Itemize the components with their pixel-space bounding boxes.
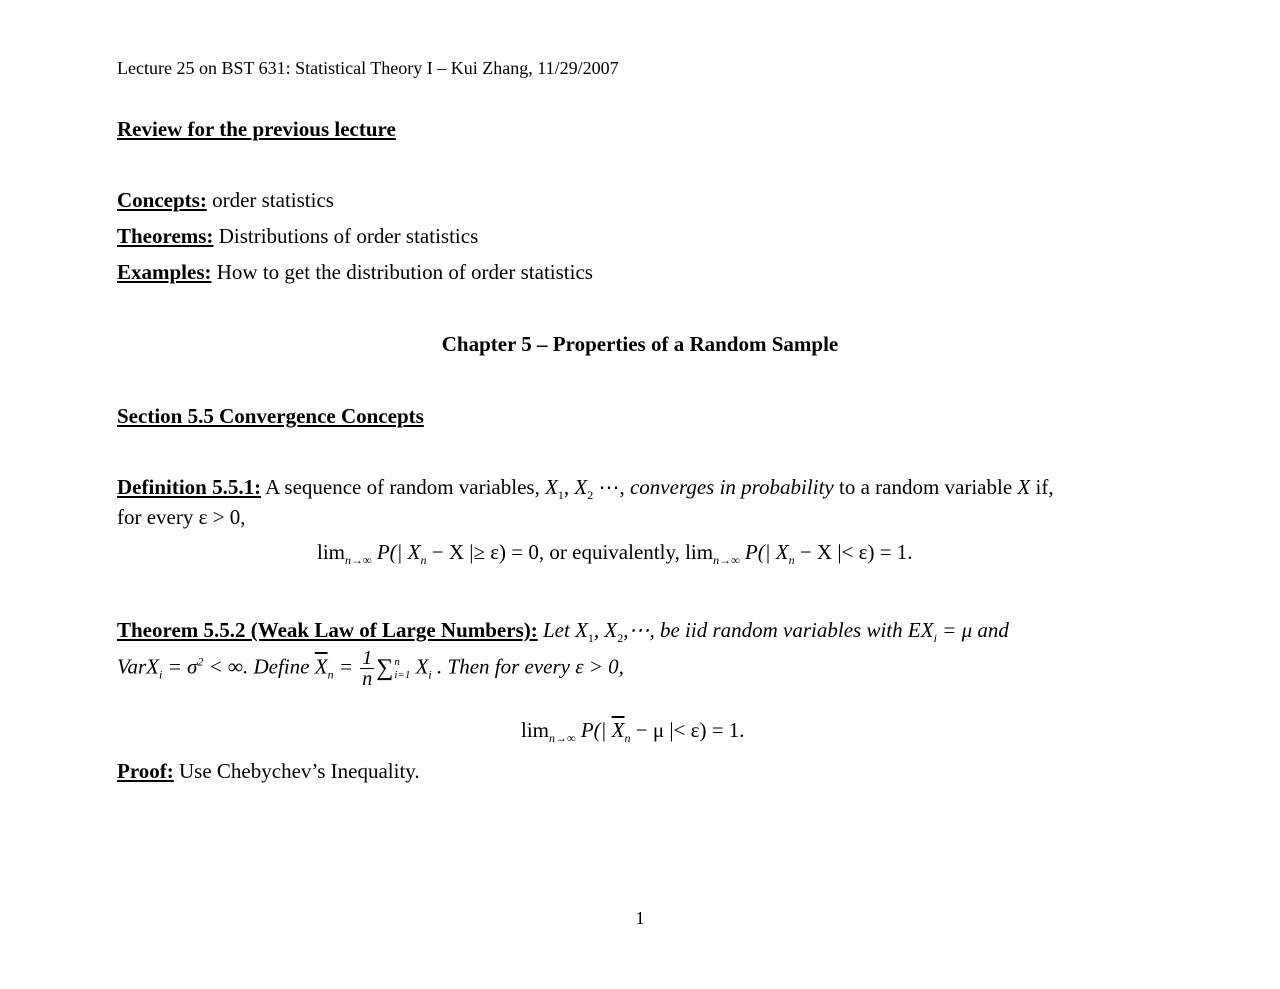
eq1-n: n	[420, 553, 427, 568]
definition-line-1	[117, 475, 1054, 503]
section-title: Section 5.5 Convergence Concepts	[117, 404, 424, 428]
theorem-mid-1: , X	[593, 618, 618, 642]
var-sub-i: i	[159, 667, 163, 682]
wlln-lim-sub: n→∞	[549, 731, 576, 746]
theorem-then: . Then for every ε > 0,	[431, 654, 624, 679]
wlln-xbar-sub: n	[624, 731, 631, 746]
lim-2: lim	[685, 540, 714, 564]
examples-text: How to get the distribution of order statistics	[211, 260, 593, 284]
sum-bottom: i=1	[394, 668, 411, 681]
eq1-tail: − X |≥ ε) = 0	[426, 540, 539, 564]
examples-line	[117, 260, 593, 285]
wlln-xbar: $\overline{X}$	[611, 718, 625, 742]
fraction-numerator: 1	[362, 647, 373, 669]
seq-sep: ,	[563, 475, 575, 499]
theorem-sub-2: 2	[617, 631, 624, 646]
var-post: = σ	[162, 654, 198, 679]
seq-x2: X	[574, 475, 588, 499]
concepts-label: Concepts:	[117, 188, 207, 212]
chapter-title: Chapter 5 – Properties of a Random Sample	[441, 332, 839, 356]
sum-limits	[394, 656, 410, 680]
seq-sub-1: 1	[557, 488, 564, 503]
theorems-line	[117, 224, 478, 249]
theorem-sub-i: i	[933, 631, 937, 646]
seq-x1: X	[545, 475, 558, 499]
definition-text-1: A sequence of random variables,	[261, 475, 546, 499]
sum-var-sub: i	[428, 667, 432, 682]
theorem-mid-3: = μ and	[936, 618, 1009, 642]
definition-text-2: to a random variable	[833, 475, 1018, 499]
wlln-tail: − μ |< ε) = 1.	[630, 718, 745, 742]
var-sup-2: 2	[197, 654, 204, 669]
concepts-line	[117, 188, 334, 213]
wlln-body: P(|	[575, 718, 612, 742]
review-heading: Review for the previous lecture	[117, 117, 396, 141]
theorem-text-1: Let X	[537, 618, 588, 642]
proof-label: Proof:	[117, 759, 174, 783]
theorem-line-2	[117, 648, 624, 689]
fraction-denominator: n	[362, 668, 373, 690]
definition-var: X	[1017, 475, 1031, 499]
lim-2-sub: n→∞	[713, 553, 740, 568]
examples-label: Examples:	[117, 260, 212, 284]
definition-line-2: for every ε > 0,	[117, 505, 246, 529]
converges-term: converges in probability	[629, 475, 834, 499]
fraction	[360, 648, 374, 689]
var-tail: < ∞. Define	[203, 654, 315, 679]
theorem-sub-1: 1	[587, 631, 594, 646]
sum-top: n	[394, 656, 400, 669]
xbar-define-sub: n	[327, 667, 334, 682]
page-header: Lecture 25 on BST 631: Statistical Theory I – Kui Zhang, 11/29/2007	[117, 58, 619, 78]
definition-text-3: if,	[1030, 475, 1054, 499]
theorem-mid-2: ,⋯, be iid random variables with EX	[623, 618, 934, 642]
eq1-body: P(| X	[371, 540, 421, 564]
seq-dots: ⋯,	[593, 475, 630, 499]
eq2-body: P(| X	[739, 540, 789, 564]
eq2-n: n	[788, 553, 795, 568]
seq-sub-2: 2	[587, 488, 594, 503]
proof-line	[117, 759, 420, 784]
xbar-define: $\overline{X}$	[314, 654, 328, 679]
wlln-lim: lim	[521, 718, 550, 742]
var-pre: VarX	[117, 654, 159, 679]
definition-equation	[317, 540, 913, 568]
sum-symbol: ∑	[376, 655, 394, 681]
lim-1-sub: n→∞	[345, 553, 372, 568]
theorem-line-1	[117, 618, 1009, 646]
theorem-equation	[521, 718, 745, 746]
sum-var: X	[410, 654, 429, 679]
proof-text: Use Chebychev’s Inequality.	[173, 759, 420, 783]
definition-label: Definition 5.5.1:	[117, 475, 262, 499]
eqsign: =	[333, 654, 359, 679]
theorems-text: Distributions of order statistics	[213, 224, 479, 248]
concepts-text: order statistics	[206, 188, 334, 212]
theorem-label: Theorem 5.5.2 (Weak Law of Large Numbers):	[117, 618, 538, 642]
page-number: 1	[635, 908, 645, 928]
theorems-label: Theorems:	[117, 224, 214, 248]
equiv-text: , or equivalently,	[538, 540, 686, 564]
eq2-tail: − X |< ε) = 1.	[794, 540, 913, 564]
lim-1: lim	[317, 540, 346, 564]
